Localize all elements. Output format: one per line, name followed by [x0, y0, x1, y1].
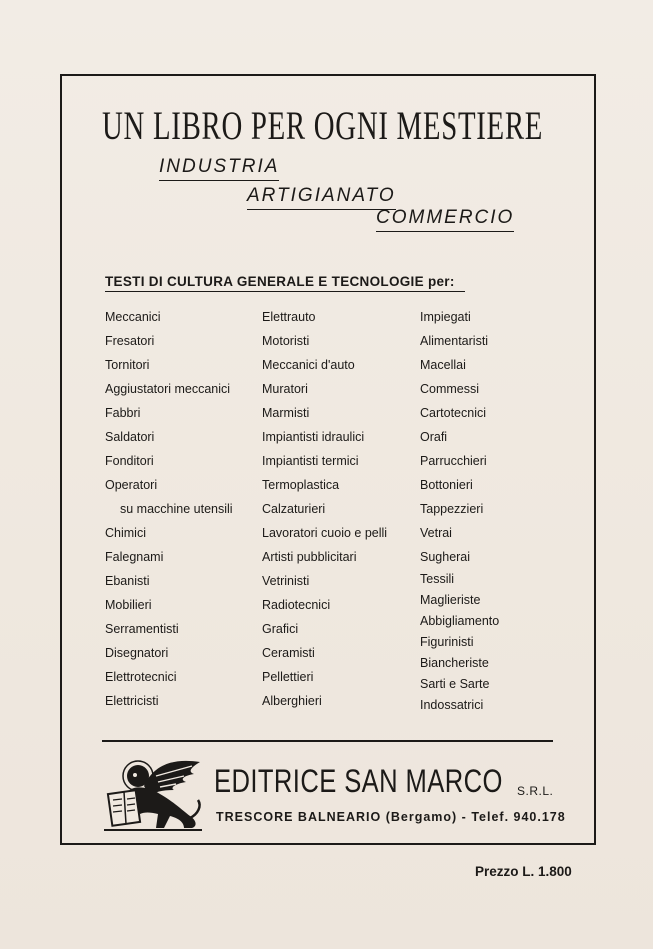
publisher-name: EDITRICE SAN MARCO	[214, 763, 503, 799]
list-item: Alimentaristi	[420, 334, 489, 348]
winged-lion-icon	[104, 756, 204, 834]
list-item: Termoplastica	[262, 478, 340, 492]
list-item: Chimici	[105, 526, 146, 540]
trades-column-1	[105, 309, 233, 717]
list-item: Fonditori	[105, 454, 154, 468]
section-heading	[105, 274, 465, 292]
list-item: Pellettieri	[262, 670, 314, 684]
price-label: Prezzo L. 1.800	[475, 864, 572, 879]
subtitle-industria	[159, 156, 279, 181]
list-item: Ebanisti	[105, 574, 150, 588]
trades-column-2	[262, 309, 387, 717]
list-item: Sugherai	[420, 550, 471, 564]
list-item: Lavoratori cuoio e pelli	[262, 526, 388, 540]
subtitle-text: COMMERCIO	[376, 207, 515, 228]
list-item: Figurinisti	[420, 635, 474, 649]
subtitle-text: ARTIGIANATO	[247, 185, 396, 206]
heading-underline	[105, 291, 465, 292]
list-item: Sarti e Sarte	[420, 677, 490, 691]
list-item: Elettricisti	[105, 694, 159, 708]
page-title: UN LIBRO PER OGNI MESTIERE	[102, 103, 544, 148]
subtitle-text: INDUSTRIA	[159, 156, 280, 177]
list-item: Saldatori	[105, 430, 155, 444]
list-item: Falegnami	[105, 550, 164, 564]
list-item: Ceramisti	[262, 646, 315, 660]
list-item: Alberghieri	[262, 694, 322, 708]
publisher-suffix: S.R.L.	[517, 784, 554, 798]
list-item: Artisti pubblicitari	[262, 550, 357, 564]
list-item: Impiegati	[420, 310, 471, 324]
list-item: Abbigliamento	[420, 614, 500, 628]
list-item: Muratori	[262, 382, 308, 396]
list-item: Marmisti	[262, 406, 310, 420]
trades-column-3	[420, 309, 499, 718]
list-item: Tornitori	[105, 358, 150, 372]
subtitle-underline	[247, 209, 396, 210]
list-item: Vetrinisti	[262, 574, 310, 588]
publisher-address: TRESCORE BALNEARIO (Bergamo) - Telef. 940.178	[216, 810, 566, 824]
section-heading-text: TESTI DI CULTURA GENERALE E TECNOLOGIE per:	[105, 274, 455, 289]
list-item: su macchine utensili	[120, 502, 233, 516]
list-item: Fabbri	[105, 406, 141, 420]
list-item: Elettrotecnici	[105, 670, 177, 684]
list-item: Operatori	[105, 478, 158, 492]
subtitle-commercio	[376, 207, 514, 232]
list-item: Parrucchieri	[420, 454, 487, 468]
list-item: Commessi	[420, 382, 480, 396]
list-item: Grafici	[262, 622, 299, 636]
list-item: Meccanici d'auto	[262, 358, 355, 372]
list-item: Mobilieri	[105, 598, 152, 612]
list-item: Maglieriste	[420, 593, 481, 607]
list-item: Fresatori	[105, 334, 155, 348]
list-item: Motoristi	[262, 334, 310, 348]
subtitle-artigianato	[247, 185, 396, 210]
list-item: Meccanici	[105, 310, 161, 324]
list-item: Tessili	[420, 572, 455, 586]
list-item: Orafi	[420, 430, 448, 444]
list-item: Elettrauto	[262, 310, 316, 324]
list-item: Biancheriste	[420, 656, 489, 670]
list-item: Impiantisti idraulici	[262, 430, 365, 444]
list-item: Indossatrici	[420, 698, 484, 712]
list-item: Tappezzieri	[420, 502, 484, 516]
list-item: Radiotecnici	[262, 598, 331, 612]
list-item: Bottonieri	[420, 478, 473, 492]
list-item: Macellai	[420, 358, 466, 372]
list-item: Disegnatori	[105, 646, 169, 660]
list-item: Impiantisti termici	[262, 454, 359, 468]
subtitle-underline	[376, 231, 514, 232]
subtitle-underline	[159, 180, 279, 181]
list-item: Aggiustatori meccanici	[105, 382, 231, 396]
section-divider	[102, 740, 553, 742]
list-item: Vetrai	[420, 526, 452, 540]
list-item: Cartotecnici	[420, 406, 486, 420]
list-item: Calzaturieri	[262, 502, 326, 516]
list-item: Serramentisti	[105, 622, 179, 636]
